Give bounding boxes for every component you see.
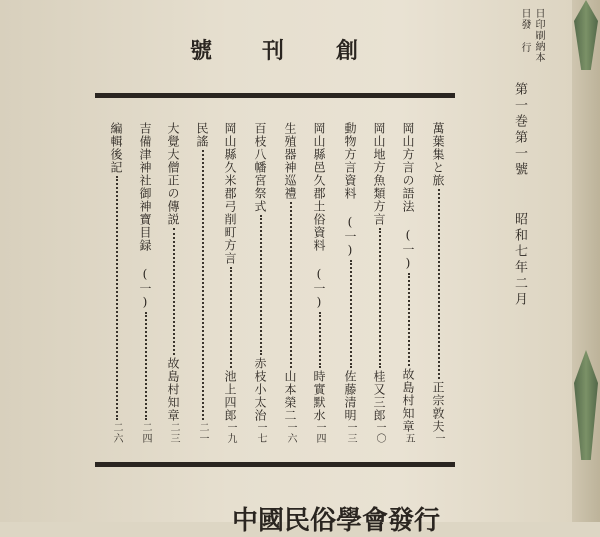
toc-title: 百枝八幡宮祭式 <box>253 122 267 213</box>
toc-entry <box>311 122 328 444</box>
toc-page: 一七 <box>255 422 266 444</box>
toc-author: 池上四郎 <box>223 370 237 422</box>
toc-title: 生殖器神巡禮 <box>283 122 297 200</box>
leader-dots <box>350 260 352 368</box>
toc-title: 編輯後記 <box>109 122 123 174</box>
toc-author: 桂又三郎 <box>372 370 386 422</box>
leader-dots <box>116 176 118 420</box>
toc-entry <box>371 122 388 444</box>
toc-page: 一〇 <box>374 422 385 444</box>
title-char-3: 創 <box>336 38 359 64</box>
toc-author: 佐藤清明 <box>343 370 357 422</box>
leader-dots <box>408 273 410 366</box>
leader-dots <box>145 312 147 420</box>
leader-dots <box>173 228 175 355</box>
publisher-line-2: 日發 行 <box>519 8 530 53</box>
toc-page: 五 <box>403 433 414 444</box>
bottom-rule <box>95 462 455 467</box>
toc-entry <box>342 122 359 444</box>
toc-page: 一三 <box>345 422 356 444</box>
toc-title: 萬葉集と旅 <box>431 122 445 187</box>
society-name: 中國民俗學會發行 <box>231 506 440 536</box>
toc-page: 一四 <box>314 422 325 444</box>
toc-entry <box>108 122 125 444</box>
toc-entry <box>252 122 269 444</box>
toc-page: 一 <box>433 433 444 444</box>
title-char-2: 刊 <box>262 38 285 64</box>
top-rule <box>95 93 455 98</box>
issue-number: 第一巻第一號 <box>512 82 527 178</box>
toc-page: 二四 <box>140 422 151 444</box>
toc-page: 二六 <box>111 422 122 444</box>
leader-dots <box>290 202 292 368</box>
leader-dots <box>202 150 204 420</box>
toc-author: 故島村知章 <box>401 368 415 433</box>
toc-entry <box>222 122 239 444</box>
toc-title: 動物方言資料 (一) <box>343 122 357 258</box>
issue-date: 昭和七年二月 <box>512 212 527 308</box>
toc-page: 二一 <box>197 422 208 444</box>
title-char-1: 號 <box>190 38 213 64</box>
toc-author: 故島村知章 <box>166 357 180 422</box>
toc-title: 大覺大僧正の傳説 <box>166 122 180 226</box>
toc-entry <box>282 122 299 444</box>
toc-title: 民謠 <box>195 122 209 148</box>
toc-page: 二三 <box>168 422 179 444</box>
toc-author: 山本榮二 <box>283 370 297 422</box>
toc-title: 岡山方言の語法 (一) <box>401 122 415 271</box>
toc-author: 赤枝小太治 <box>253 357 267 422</box>
toc-author: 時實默水 <box>312 370 326 422</box>
toc-title: 岡山縣邑久郡土俗資料 (一) <box>312 122 326 310</box>
toc-entry <box>430 122 447 444</box>
toc-page: 一六 <box>285 422 296 444</box>
leader-dots <box>260 215 262 355</box>
toc-entry <box>400 122 417 444</box>
toc-page: 一九 <box>225 422 236 444</box>
toc-entry <box>165 122 182 444</box>
leader-dots <box>379 228 381 368</box>
toc-title: 岡山地方魚類方言 <box>372 122 386 226</box>
toc-entry <box>194 122 211 444</box>
publisher-line-1: 日印刷納本 <box>533 8 544 63</box>
leader-dots <box>438 189 440 379</box>
toc-title: 吉備津神社御神寶目録 (一) <box>138 122 152 310</box>
toc-author: 正宗敦夫 <box>431 381 445 433</box>
toc-title: 岡山縣久米郡弓削町方言 <box>223 122 237 265</box>
leader-dots <box>230 267 232 368</box>
toc-entry <box>137 122 154 444</box>
leader-dots <box>319 312 321 368</box>
